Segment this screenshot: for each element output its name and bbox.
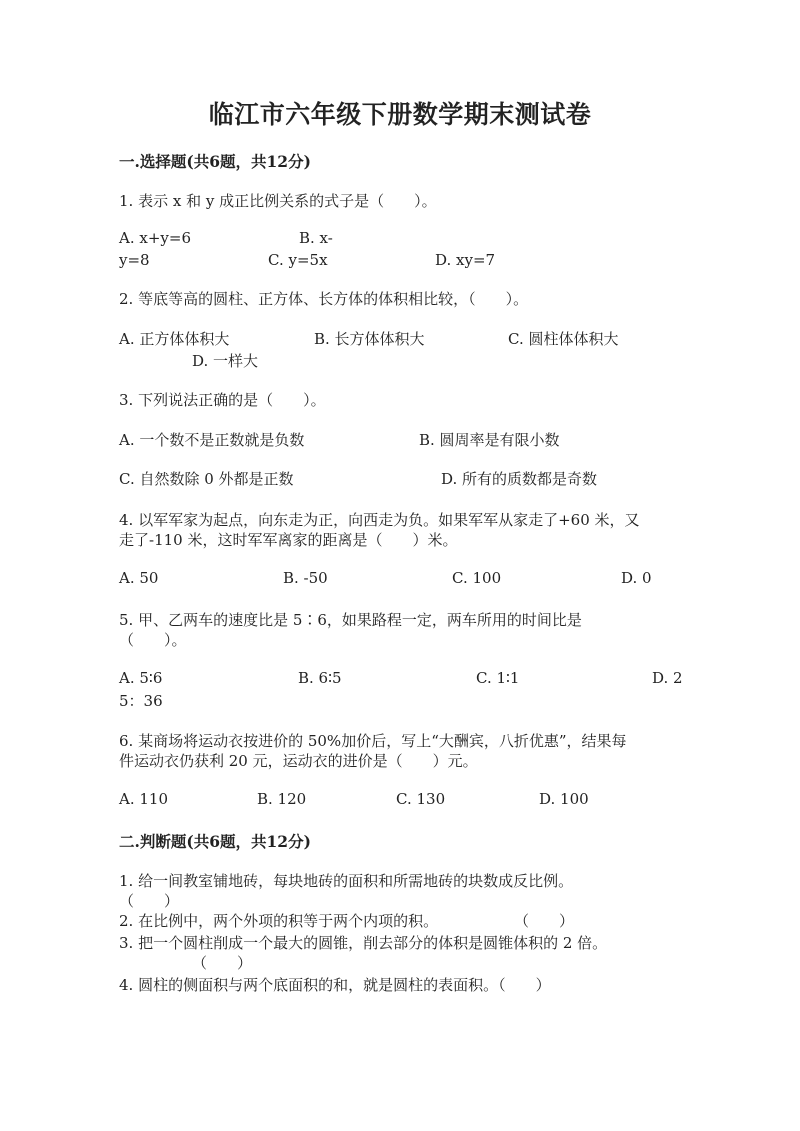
question-6-option-b: B. 120	[257, 790, 307, 808]
question-3-option-c: C. 自然数除 0 外都是正数	[119, 470, 294, 488]
question-1-option-d: D. xy=7	[435, 251, 496, 269]
question-5-option-c: C. 1∶1	[476, 669, 520, 687]
question-6-option-d: D. 100	[539, 790, 589, 808]
judgement-2-stem: 2. 在比例中，两个外项的积等于两个内项的积。	[119, 912, 439, 930]
question-2-option-a: A. 正方体体积大	[119, 330, 230, 348]
question-5-stem-line-2: （ ）。	[119, 631, 187, 649]
question-2-option-c: C. 圆柱体体积大	[508, 330, 619, 348]
question-5-option-b: B. 6∶5	[298, 669, 342, 687]
question-3-option-a: A. 一个数不是正数就是负数	[119, 431, 305, 449]
question-4-option-a: A. 50	[119, 569, 159, 587]
question-5-stem-line-1: 5. 甲、乙两车的速度比是 5∶6，如果路程一定，两车所用的时间比是	[119, 611, 582, 629]
question-5-option-a: A. 5∶6	[119, 669, 163, 687]
section-heading-choice: 一.选择题(共6题，共12分)	[119, 152, 311, 171]
question-4-option-d: D. 0	[621, 569, 652, 587]
judgement-3-stem: 3. 把一个圆柱削成一个最大的圆锥，削去部分的体积是圆锥体积的 2 倍。	[119, 934, 608, 952]
question-2-stem: 2. 等底等高的圆柱、正方体、长方体的体积相比较，（ ）。	[119, 290, 529, 308]
question-5-option-d: D. 2	[652, 669, 683, 687]
question-6-stem-line-2: 件运动衣仍获利 20 元，运动衣的进价是（ ）元。	[119, 752, 478, 770]
question-1-stem: 1. 表示 x 和 y 成正比例关系的式子是（ ）。	[119, 192, 437, 210]
page-title: 临江市六年级下册数学期末测试卷	[208, 100, 592, 129]
question-4-stem-line-2: 走了-110 米，这时军军离家的距离是（ ）米。	[119, 531, 458, 549]
section-heading-judgement: 二.判断题(共6题，共12分)	[119, 832, 311, 851]
question-6-option-c: C. 130	[396, 790, 446, 808]
question-4-stem-line-1: 4. 以军军家为起点，向东走为正，向西走为负。如果军军从家走了+60 米，又	[119, 511, 640, 529]
question-6-option-a: A. 110	[119, 790, 168, 808]
judgement-1-answer-blank: （ ）	[119, 892, 180, 910]
question-5-option-d-cont: 5：36	[119, 692, 163, 710]
judgement-1-stem: 1. 给一间教室铺地砖，每块地砖的面积和所需地砖的块数成反比例。	[119, 872, 574, 890]
judgement-3-answer-blank: （ ）	[192, 954, 253, 972]
question-2-option-b: B. 长方体体积大	[314, 330, 425, 348]
question-3-option-b: B. 圆周率是有限小数	[419, 431, 560, 449]
question-1-option-c: C. y=5x	[268, 251, 328, 269]
question-4-option-c: C. 100	[452, 569, 502, 587]
question-6-stem-line-1: 6. 某商场将运动衣按进价的 50%加价后，写上“大酬宾，八折优惠”，结果每	[119, 732, 627, 750]
judgement-2-answer-blank: （ ）	[514, 912, 575, 930]
judgement-4-stem: 4. 圆柱的侧面积与两个底面积的和，就是圆柱的表面积。（ ）	[119, 976, 551, 994]
question-1-option-b-cont: y=8	[119, 251, 150, 269]
question-1-option-a: A. x+y=6	[119, 229, 191, 247]
question-3-stem: 3. 下列说法正确的是（ ）。	[119, 391, 326, 409]
question-4-option-b: B. -50	[283, 569, 328, 587]
question-2-option-d: D. 一样大	[192, 352, 259, 370]
question-1-option-b: B. x-	[299, 229, 333, 247]
question-3-option-d: D. 所有的质数都是奇数	[441, 470, 598, 488]
